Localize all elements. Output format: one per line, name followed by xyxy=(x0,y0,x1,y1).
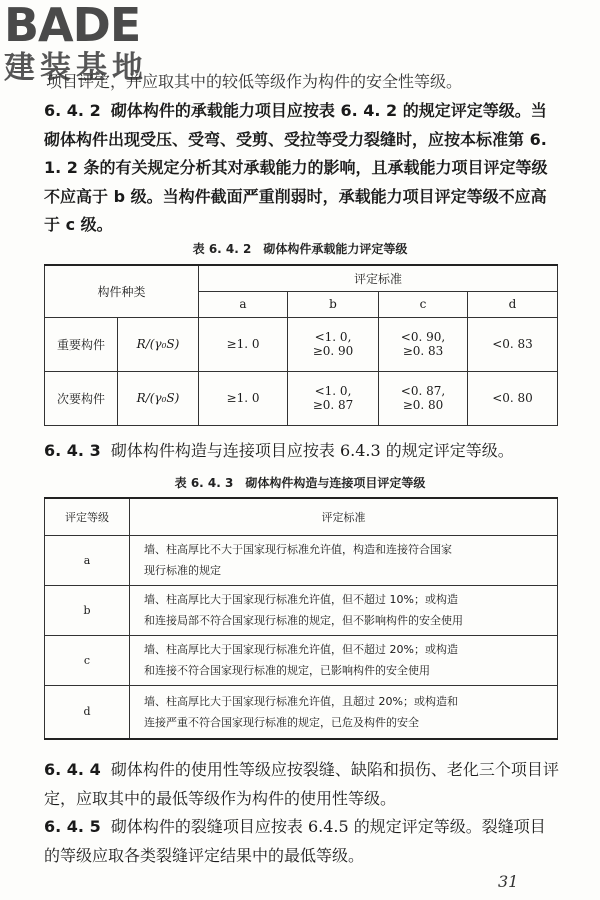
grade-d: d xyxy=(468,291,558,317)
table-row xyxy=(45,635,558,685)
clause-6-4-3 xyxy=(44,437,559,466)
criteria-line: 墙、柱高厚比大于国家现行标准允许值，但不超过 20%；或构造 xyxy=(144,643,458,656)
table-row xyxy=(45,317,558,371)
value-b-lower: ≥0. 90 xyxy=(312,344,354,358)
table-6-4-3 xyxy=(44,497,558,740)
table-row xyxy=(45,371,558,425)
value-b-upper: <1. 0, xyxy=(314,384,352,398)
clause-6-4-2 xyxy=(44,97,559,240)
value-c-upper: <0. 87, xyxy=(400,384,446,398)
value-b-upper: <1. 0, xyxy=(314,330,352,344)
value-a: ≥1. 0 xyxy=(199,371,288,425)
value-d: <0. 83 xyxy=(468,317,558,371)
clause-text: 砌体构件构造与连接项目应按表 6.4.3 的规定评定等级。 xyxy=(110,441,514,460)
criteria-cell xyxy=(130,585,558,635)
intro-line: 项目评定，并应取其中的较低等级作为构件的安全性等级。 xyxy=(46,72,463,91)
component-name: 次要构件 xyxy=(45,371,118,425)
clause-number: 6. 4. 3 xyxy=(44,441,101,460)
grade-a: a xyxy=(199,291,288,317)
value-c-lower: ≥0. 83 xyxy=(402,344,444,358)
clause-6-4-5 xyxy=(44,813,559,870)
criteria-cell xyxy=(130,685,558,739)
criteria-line: 现行标准的规定 xyxy=(144,564,221,577)
criteria-line: 和连接局部不符合国家现行标准的规定，但不影响构件的安全使用 xyxy=(144,614,463,627)
criteria-cell xyxy=(130,535,558,585)
value-b xyxy=(288,371,379,425)
value-b xyxy=(288,317,379,371)
table-row xyxy=(45,535,558,585)
grade-cell: d xyxy=(45,685,130,739)
clause-number: 6. 4. 2 xyxy=(44,101,101,120)
value-a: ≥1. 0 xyxy=(199,317,288,371)
clause-text: 砌体构件的使用性等级应按裂缝、缺陷和损伤、老化三个项目评定，应取其中的最低等级作为构件的使用性等级。 xyxy=(44,760,559,808)
criteria-line: 和连接不符合国家现行标准的规定，已影响构件的安全使用 xyxy=(144,664,430,677)
header-component-type: 构件种类 xyxy=(45,265,199,317)
grade-c: c xyxy=(379,291,468,317)
value-c-upper: <0. 90, xyxy=(400,330,446,344)
table-6-4-2 xyxy=(44,264,558,426)
logo-subtitle: 建装基地 xyxy=(4,50,148,86)
clause-6-4-4 xyxy=(44,756,559,813)
grade-b: b xyxy=(288,291,379,317)
table-row xyxy=(45,685,558,739)
page-number: 31 xyxy=(498,872,519,891)
value-c xyxy=(379,317,468,371)
value-b-lower: ≥0. 87 xyxy=(312,398,354,412)
criteria-line: 墙、柱高厚比大于国家现行标准允许值，但不超过 10%；或构造 xyxy=(144,593,458,606)
formula: R/(γ₀S) xyxy=(118,317,199,371)
criteria-line: 墙、柱高厚比大于国家现行标准允许值，且超过 20%；或构造和 xyxy=(144,694,458,708)
table-6-4-2-caption: 表 6. 4. 2 砌体构件承载能力评定等级 xyxy=(192,242,408,256)
table-6-4-3-caption: 表 6. 4. 3 砌体构件构造与连接项目评定等级 xyxy=(174,476,426,490)
clause-text: 砌体构件的承载能力项目应按表 6. 4. 2 的规定评定等级。当砌体构件出现受压、受弯、受剪、受拉等受力裂缝时，应按本标准第 6. 1. 2 条的有关规定分析其对承载能力的影响，且承载能力项目评定等级不应高于 b 级。当构件截面严重削弱时，承载能力项目评定等级不应高于 c 级。 xyxy=(44,101,548,234)
table-row xyxy=(45,585,558,635)
grade-cell: c xyxy=(45,635,130,685)
clause-text: 砌体构件的裂缝项目应按表 6.4.5 的规定评定等级。裂缝项目的等级应取各类裂缝评定结果中的最低等级。 xyxy=(44,817,546,865)
header-criteria: 评定标准 xyxy=(130,498,558,535)
component-name: 重要构件 xyxy=(45,317,118,371)
value-d: <0. 80 xyxy=(468,371,558,425)
grade-cell: b xyxy=(45,585,130,635)
clause-number: 6. 4. 4 xyxy=(44,760,101,779)
value-c xyxy=(379,371,468,425)
criteria-line: 连接严重不符合国家现行标准的规定，已危及构件的安全 xyxy=(144,715,419,729)
value-c-lower: ≥0. 80 xyxy=(402,398,444,412)
header-grade: 评定等级 xyxy=(45,498,130,535)
header-criteria: 评定标准 xyxy=(199,265,558,291)
formula: R/(γ₀S) xyxy=(118,371,199,425)
grade-cell: a xyxy=(45,535,130,585)
logo-bade: BADE xyxy=(4,0,141,52)
criteria-line: 墙、柱高厚比不大于国家现行标准允许值，构造和连接符合国家 xyxy=(144,543,452,556)
criteria-cell xyxy=(130,635,558,685)
clause-number: 6. 4. 5 xyxy=(44,817,101,836)
